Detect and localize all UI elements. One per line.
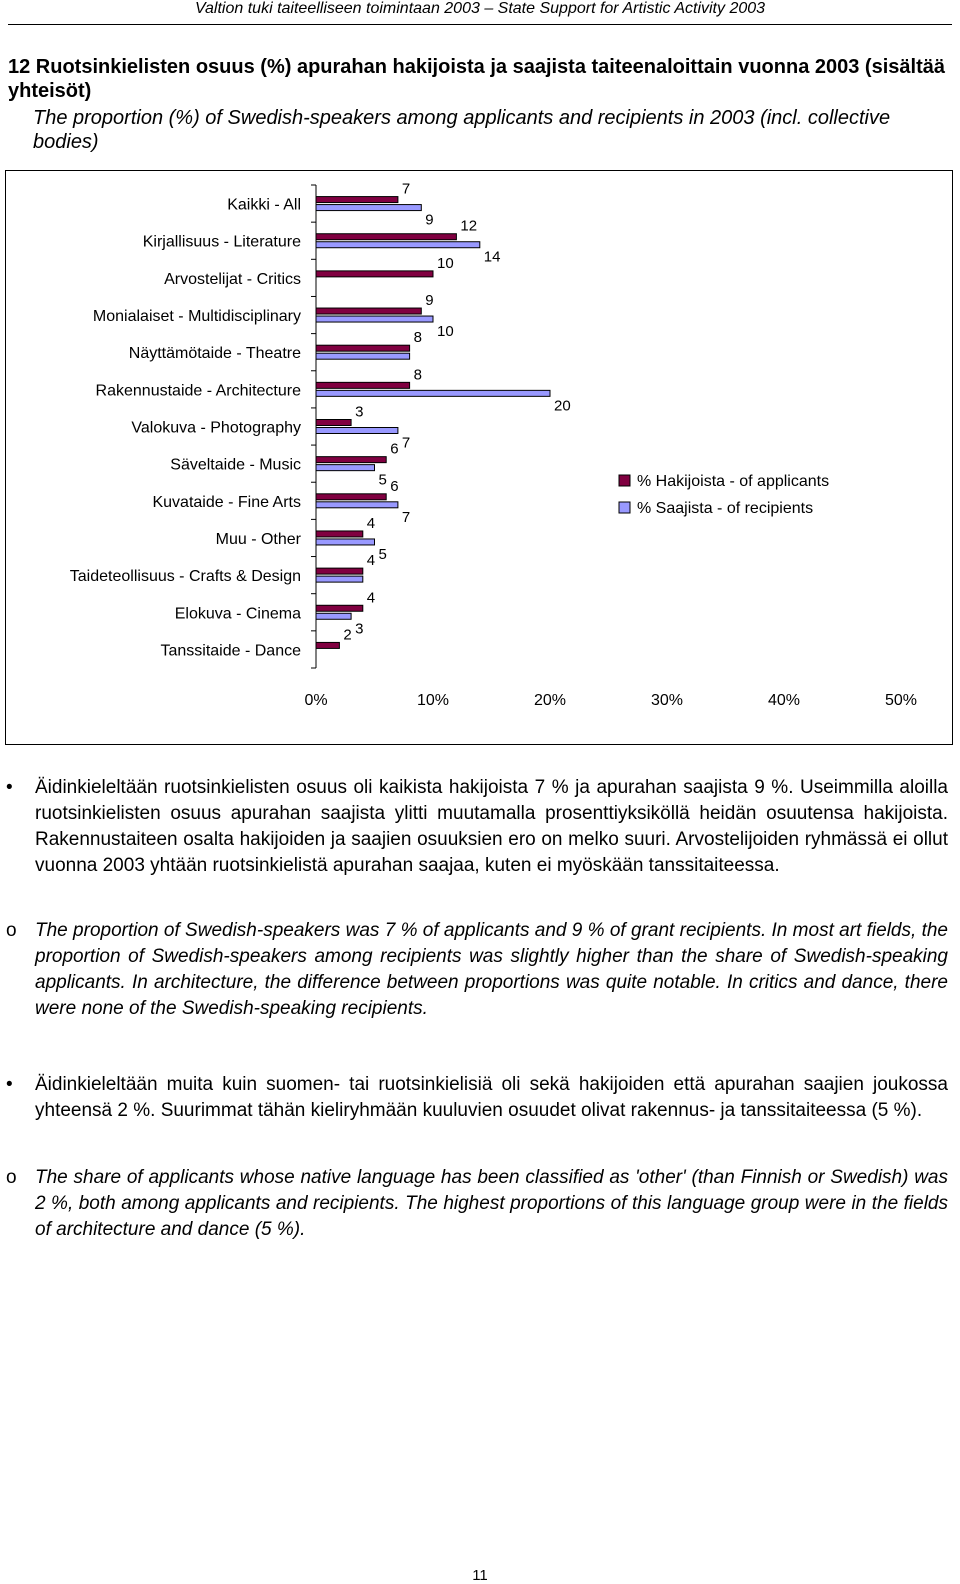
recipients-bar <box>316 242 480 248</box>
section-title-fi: 12 Ruotsinkielisten osuus (%) apurahan hakijoista ja saajista taiteenaloittain vuonna 2003 (sisältää yhteisöt) <box>8 56 945 102</box>
data-label: 4 <box>366 589 376 607</box>
paragraph-2-fi: Äidinkieleltään muita kuin suomen- tai ruotsinkielisiä oli sekä hakijoiden että apurahan saajien joukossa yhteensä 2 %. Suurimmat tähän kieliryhmään kuuluvien osuudet olivat rakennus- ja tanssitaiteessa (5 %). <box>35 1074 948 1121</box>
category-label: Valokuva - Photography <box>131 419 301 437</box>
data-label: 10 <box>437 254 454 272</box>
page-number: 11 <box>472 1567 488 1584</box>
chart-frame <box>6 171 953 745</box>
legend-swatch-recipients <box>619 502 630 513</box>
data-label: 6 <box>390 477 399 495</box>
x-tick-label: 50% <box>884 692 918 709</box>
data-label: 10 <box>437 323 454 341</box>
legend-label: % Hakijoista - of applicants <box>637 473 830 490</box>
applicants-bar <box>316 345 410 351</box>
applicants-bar <box>316 197 398 203</box>
category-label: Kuvataide - Fine Arts <box>152 493 301 511</box>
data-label: 8 <box>413 366 422 384</box>
data-label: 4 <box>366 514 376 532</box>
category-label: Näyttämötaide - Theatre <box>128 345 301 363</box>
applicants-bar <box>316 308 421 314</box>
x-tick-label: 10% <box>416 692 450 709</box>
bullet-marker: • <box>6 1074 13 1095</box>
applicants-bar <box>316 568 363 574</box>
recipients-bar <box>316 205 421 211</box>
english-marker: o <box>6 920 17 941</box>
x-tick-label: 0% <box>304 692 328 709</box>
data-label: 6 <box>390 440 399 458</box>
paragraph-1-en: The proportion of Swedish-speakers was 7 % of applicants and 9 % of grant recipients. In most art fields, the proportion of Swedish-speakers among recipients was slightly higher than the share of Swedish-speaking applicants. In architecture, the difference between proportions was quite notable. In critics and dance, there were none of the Swedish-speaking recipients. <box>35 920 948 1019</box>
x-tick-label: 30% <box>650 692 684 709</box>
applicants-bar <box>316 494 386 500</box>
recipients-bar <box>316 539 375 545</box>
applicants-bar <box>316 457 386 463</box>
data-label: 2 <box>343 626 352 644</box>
category-label: Taideteollisuus - Crafts & Design <box>69 568 301 586</box>
applicants-bar <box>316 420 351 426</box>
data-label: 7 <box>401 180 411 198</box>
recipients-bar <box>316 502 398 508</box>
category-label: Muu - Other <box>215 530 301 548</box>
paragraph-1-fi: Äidinkieleltään ruotsinkielisten osuus oli kaikista hakijoista 7 % ja apurahan saajista 9 %. Useimmilla aloilla ruotsinkielisten osuus apurahan saajista ylitti muutamalla prosenttiyksiköllä heidän osuutensa hakijoista. Rakennustaiteen osalta hakijoiden ja saajien osuuksien ero on melko suuri. Arvostelijoiden ryhmässä ei ollut vuonna 2003 yhtään ruotsinkielistä apurahan saajaa, kuten ei myöskään tanssitaiteessa. <box>35 777 948 876</box>
paragraph-2-en: The share of applicants whose native language has been classified as 'other' (than Finnish or Swedish) was 2 %, both among applicants and recipients. The highest proportions of this language group were in the fields of architecture and dance (5 %). <box>35 1167 948 1240</box>
category-label: Kirjallisuus - Literature <box>142 233 301 251</box>
data-label: 7 <box>401 434 411 452</box>
bullet-marker: • <box>6 777 13 798</box>
data-label: 3 <box>355 620 364 638</box>
data-label: 20 <box>554 397 571 415</box>
data-label: 5 <box>378 545 387 563</box>
recipients-bar <box>316 428 398 434</box>
data-label: 5 <box>378 471 387 489</box>
bar-chart <box>5 170 953 745</box>
applicants-bar <box>316 642 339 648</box>
category-label: Kaikki - All <box>227 196 301 214</box>
data-label: 7 <box>401 508 411 526</box>
category-label: Tanssitaide - Dance <box>160 642 301 660</box>
applicants-bar <box>316 605 363 611</box>
applicants-bar <box>316 531 363 537</box>
recipients-bar <box>316 613 351 619</box>
header-divider <box>8 24 952 25</box>
recipients-bar <box>316 316 433 322</box>
recipients-bar <box>316 390 550 396</box>
chart-container <box>5 170 953 745</box>
legend-swatch-applicants <box>619 475 630 486</box>
data-label: 3 <box>355 403 364 421</box>
data-label: 9 <box>425 292 434 310</box>
data-label: 4 <box>366 552 376 570</box>
recipients-bar <box>316 353 410 359</box>
category-label: Elokuva - Cinema <box>174 605 301 623</box>
applicants-bar <box>316 382 410 388</box>
english-marker: o <box>6 1167 17 1188</box>
section-title-en: The proportion (%) of Swedish-speakers among applicants and recipients in 2003 (incl. collective bodies) <box>33 107 891 153</box>
data-label: 8 <box>413 329 422 347</box>
data-label: 9 <box>425 211 434 229</box>
category-label: Arvostelijat - Critics <box>164 270 301 288</box>
x-tick-label: 40% <box>767 692 801 709</box>
data-label: 12 <box>460 217 478 235</box>
recipients-bar <box>316 576 363 582</box>
category-label: Säveltaide - Music <box>170 456 301 474</box>
recipients-bar <box>316 465 375 471</box>
data-label: 14 <box>483 248 501 266</box>
category-label: Rakennustaide - Architecture <box>95 382 301 400</box>
applicants-bar <box>316 271 433 277</box>
running-header: Valtion tuki taiteelliseen toimintaan 2003 – State Support for Artistic Activity 2003 <box>194 0 766 17</box>
legend-label: % Saajista - of recipients <box>637 500 814 517</box>
x-tick-label: 20% <box>533 692 567 709</box>
category-label: Monialaiset - Multidisciplinary <box>92 308 301 326</box>
applicants-bar <box>316 234 456 240</box>
